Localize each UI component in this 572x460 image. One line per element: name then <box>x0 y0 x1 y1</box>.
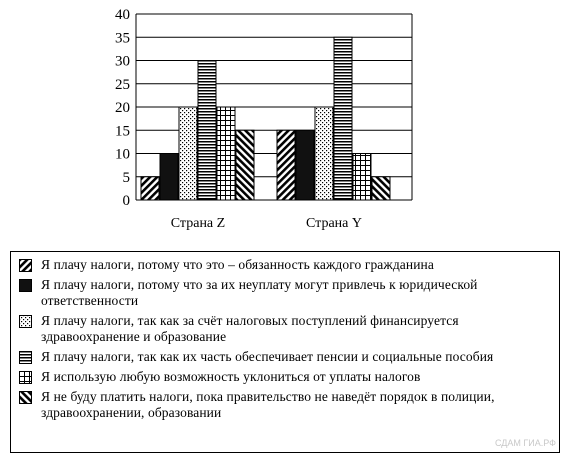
y-tick-label: 20 <box>115 100 130 116</box>
legend-label: Я использую любую возможность уклониться от уплаты налогов <box>41 369 421 384</box>
legend-swatch-dotted <box>19 315 32 328</box>
legend-label: Я плачу налоги, так как за счёт налоговых поступлений финансируется здравоохранение и образование <box>41 313 459 344</box>
legend-item <box>19 313 553 345</box>
y-tick-label: 15 <box>115 123 130 140</box>
legend-label: Я не буду платить налоги, пока правительство не наведёт порядок в полиции, здравоохранении, образовании <box>41 389 495 420</box>
legend-swatch-rect <box>20 392 32 404</box>
legend-item <box>19 257 553 273</box>
legend-swatch-solid-black <box>19 279 32 292</box>
legend-item <box>19 389 553 421</box>
bar-series-3-cat-1 <box>179 107 197 200</box>
y-tick-label: 5 <box>122 169 130 186</box>
bar-series-6-cat-2 <box>372 177 390 200</box>
bar-series-5-cat-1 <box>217 107 235 200</box>
legend-swatch-rect <box>20 260 32 272</box>
bar-series-4-cat-1 <box>198 61 216 201</box>
bar-series-4-cat-2 <box>334 37 352 200</box>
legend-swatch-grid <box>19 371 32 384</box>
y-tick-label: 0 <box>122 193 130 209</box>
chart-legend <box>10 251 560 453</box>
legend-item <box>19 277 553 309</box>
legend-swatch-rect <box>20 316 32 328</box>
legend-swatch-rect <box>20 280 32 292</box>
legend-label: Я плачу налоги, потому что это – обязанность каждого гражданина <box>41 257 434 272</box>
x-tick-label: Страна Y <box>306 216 362 231</box>
legend-swatch-rect <box>20 352 32 364</box>
legend-label: Я плачу налоги, так как их часть обеспечивает пенсии и социальные пособия <box>41 349 494 364</box>
y-tick-label: 35 <box>115 30 130 47</box>
legend-swatch-rect <box>20 372 32 384</box>
bar-series-3-cat-2 <box>315 107 333 200</box>
legend-swatch-horizontal-stripes <box>19 351 32 364</box>
legend-label: Я плачу налоги, потому что за их неуплату могут привлечь к юридической ответственности <box>41 277 478 308</box>
y-tick-label: 10 <box>115 146 130 163</box>
bar-series-1-cat-2 <box>277 130 295 200</box>
bar-series-5-cat-2 <box>353 154 371 201</box>
y-tick-label: 25 <box>115 76 130 93</box>
y-tick-label: 30 <box>115 53 130 70</box>
y-tick-label: 40 <box>115 7 130 23</box>
x-tick-label: Страна Z <box>170 216 226 231</box>
bar-series-1-cat-1 <box>141 177 159 200</box>
legend-item <box>19 349 553 365</box>
watermark: СДАМ ГИА.РФ <box>495 438 556 448</box>
legend-item <box>19 369 553 385</box>
bar-series-6-cat-1 <box>236 130 254 200</box>
bar-series-2-cat-1 <box>160 154 178 201</box>
bar-series-2-cat-2 <box>296 130 314 200</box>
legend-swatch-diagonal-stripes <box>19 259 32 272</box>
legend-swatch-reverse-diagonal-stripes <box>19 391 32 404</box>
